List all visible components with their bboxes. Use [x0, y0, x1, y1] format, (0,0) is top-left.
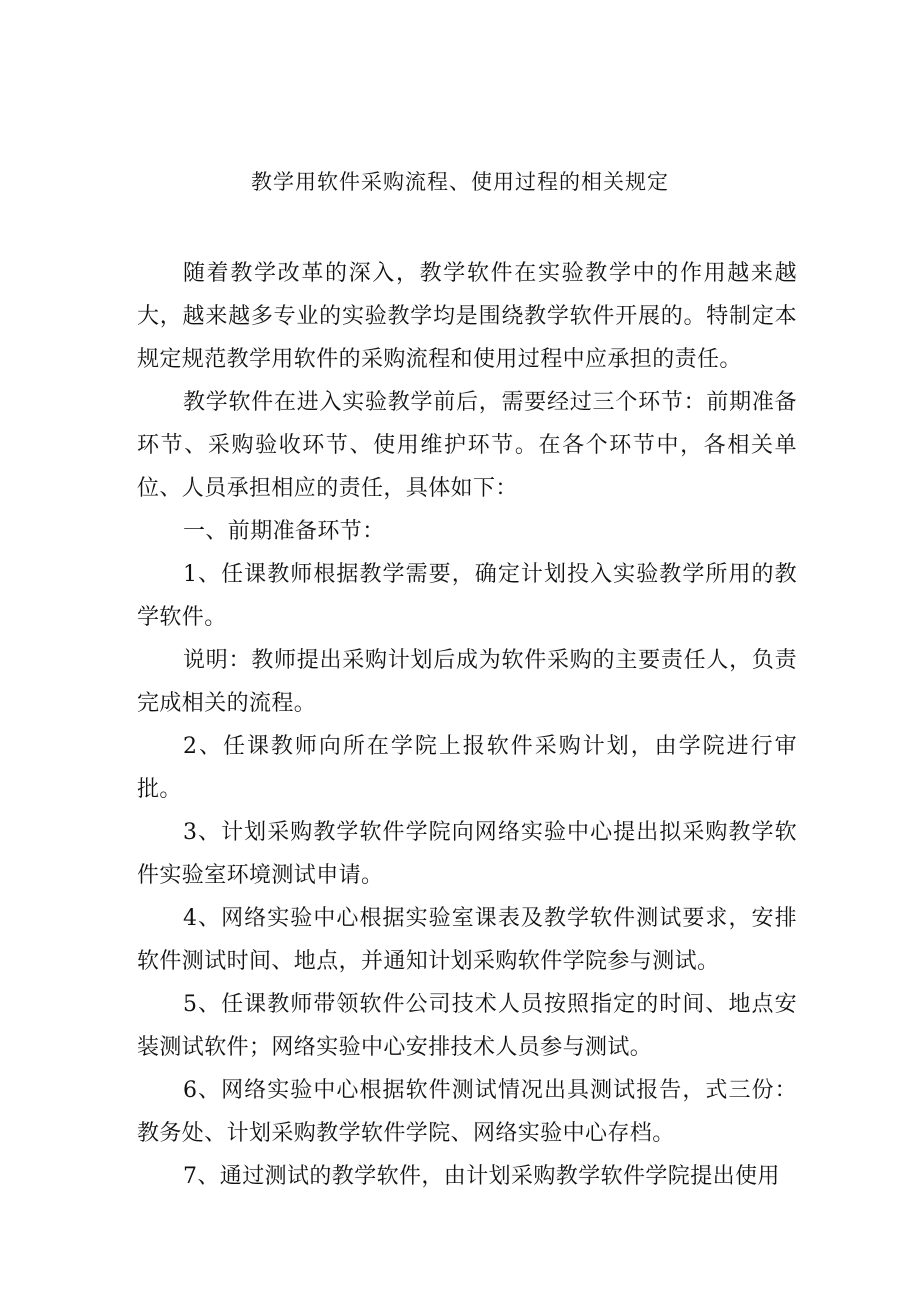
list-item-note: 说明：教师提出采购计划后成为软件采购的主要责任人，负责完成相关的流程。 — [137, 648, 797, 716]
paragraph-intro: 随着教学改革的深入，教学软件在实验教学中的作用越来越大，越来越多专业的实验教学均是围绕教学软件开展的。特制定本规定规范教学用软件的采购流程和使用过程中应承担的责任。 — [137, 261, 797, 372]
list-item-6: 6、网络实验中心根据软件测试情况出具测试报告，式三份：教务处、计划采购教学软件学院、网络实验中心存档。 — [137, 1078, 797, 1146]
document-title: 教学用软件采购流程、使用过程的相关规定 — [251, 170, 669, 194]
paragraph-stages: 教学软件在进入实验教学前后，需要经过三个环节：前期准备环节、采购验收环节、使用维护环节。在各个环节中，各相关单位、人员承担相应的责任，具体如下： — [137, 390, 797, 501]
list-item-1: 1、任课教师根据教学需要，确定计划投入实验教学所用的教学软件。 — [137, 562, 797, 630]
list-item-5: 5、任课教师带领软件公司技术人员按照指定的时间、地点安装测试软件；网络实验中心安排技术人员参与测试。 — [137, 992, 797, 1060]
list-item-4: 4、网络实验中心根据实验室课表及教学软件测试要求，安排软件测试时间、地点，并通知计划采购软件学院参与测试。 — [137, 906, 797, 974]
list-item-3: 3、计划采购教学软件学院向网络实验中心提出拟采购教学软件实验室环境测试申请。 — [137, 820, 797, 888]
list-item-7: 7、通过测试的教学软件，由计划采购教学软件学院提出使用 — [183, 1164, 780, 1189]
list-item-2: 2、任课教师向所在学院上报软件采购计划，由学院进行审批。 — [137, 734, 797, 802]
document-body — [137, 252, 797, 1198]
section-heading-preparation: 一、前期准备环节： — [183, 519, 385, 544]
